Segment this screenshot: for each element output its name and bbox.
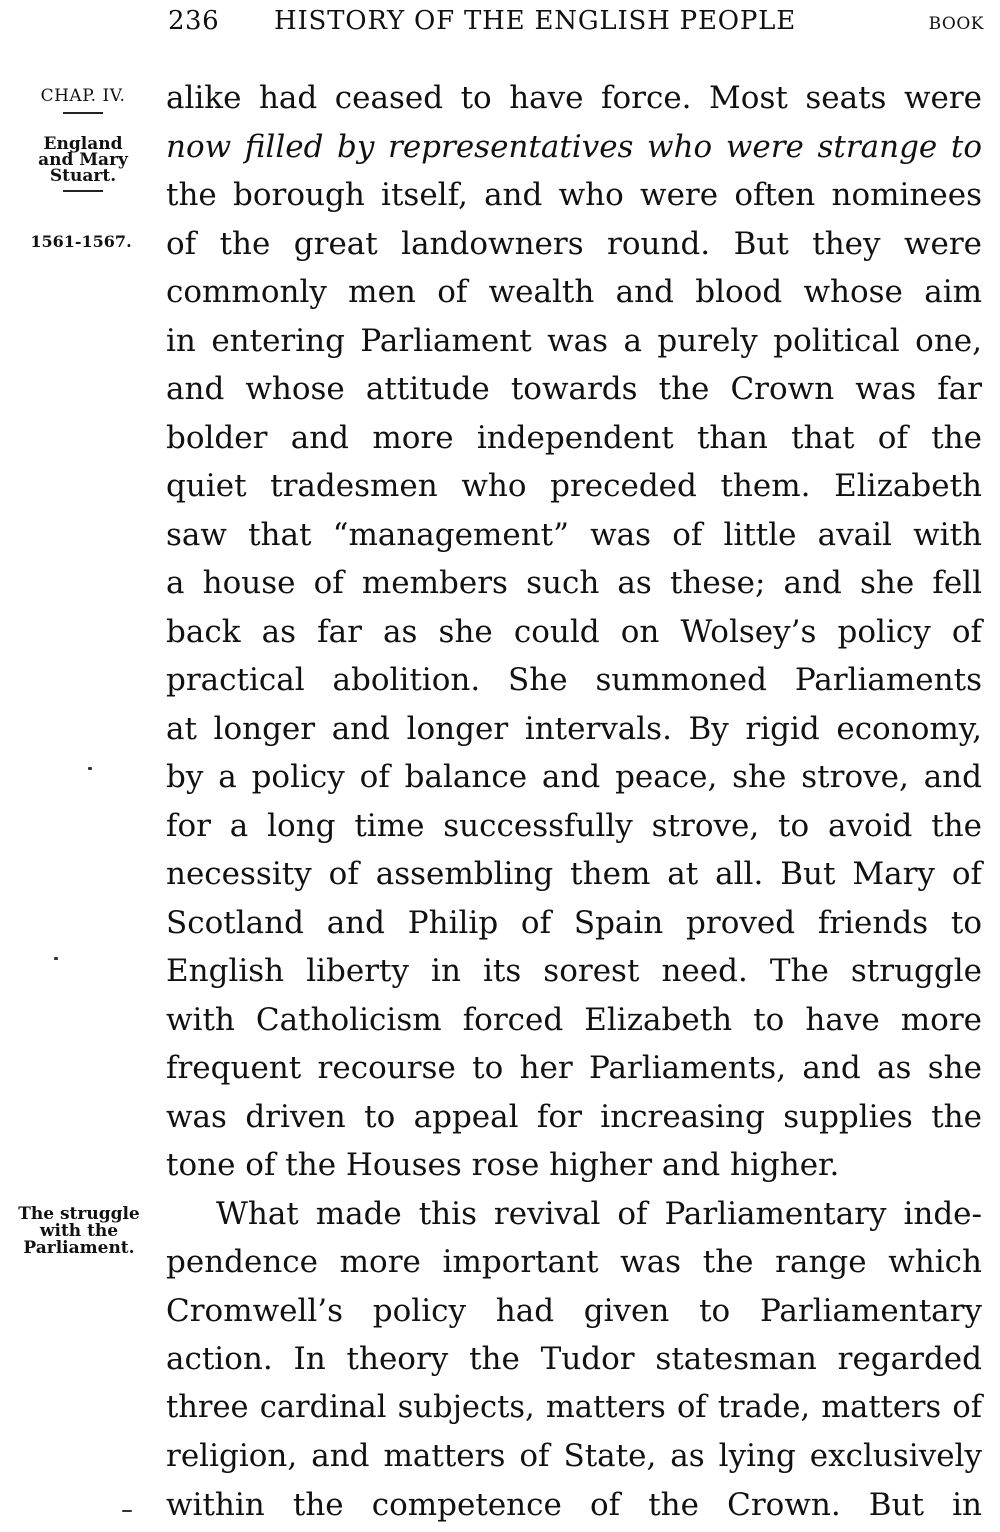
text-line: English liberty in its sorest need. The struggle (166, 953, 982, 989)
text-line: action. In theory the Tudor statesman regarded (166, 1341, 982, 1377)
chapter-sidenote (8, 86, 158, 120)
text-line: for a long time successfully strove, to avoid the (166, 807, 982, 844)
section-sidenote (8, 136, 158, 198)
sidenote-rule (63, 112, 103, 114)
struggle-sidenote-line: The struggle (18, 1204, 140, 1224)
sidenote-rule (63, 190, 103, 192)
text-line: now filled by representatives who were strange to (166, 128, 982, 165)
text-line: Cromwell’s policy had given to Parliamentary (166, 1292, 982, 1329)
text-line: the borough itself, and who were often nominees (166, 177, 982, 213)
text-line: religion, and matters of State, as lying exclusively (166, 1438, 982, 1474)
book-label: BOOK (928, 14, 984, 34)
text-line: bolder and more independent than that of the (166, 419, 982, 456)
text-line: necessity of assembling them at all. But Mary of (166, 856, 982, 892)
page-number: 236 (168, 6, 220, 36)
running-title: HISTORY OF THE ENGLISH PEOPLE (274, 6, 797, 36)
dates-sidenote: 1561-1567. (30, 232, 132, 251)
print-speck (122, 1510, 132, 1512)
text-line: What made this revival of Parliamentary inde- (216, 1195, 982, 1232)
text-line: three cardinal subjects, matters of trade, matters of (166, 1389, 982, 1425)
section-sidenote-line: Stuart. (49, 166, 117, 186)
text-line: a house of members such as these; and she fell (166, 565, 982, 601)
body-text (166, 74, 982, 1529)
text-line: quiet tradesmen who preceded them. Elizabeth (166, 468, 982, 504)
text-line: frequent recourse to her Parliaments, and as she (166, 1050, 982, 1086)
text-line: alike had ceased to have force. Most seats were (166, 80, 982, 116)
text-line: by a policy of balance and peace, she strove, and (166, 759, 982, 795)
text-line: of the great landowners round. But they were (166, 225, 982, 262)
struggle-sidenote-line: with the (39, 1221, 119, 1241)
text-line: within the competence of the Crown. But in (166, 1486, 982, 1523)
text-line: was driven to appeal for increasing supplies the (166, 1098, 982, 1135)
text-line: at longer and longer intervals. By rigid economy, (166, 710, 982, 747)
struggle-sidenote-line: Parliament. (23, 1238, 135, 1258)
text-line: in entering Parliament was a purely political one, (166, 322, 982, 359)
text-line: and whose attitude towards the Crown was far (166, 371, 982, 407)
section-sidenote-line: and Mary (38, 150, 128, 170)
print-speck (88, 767, 92, 770)
text-line: pendence more important was the range which (166, 1244, 982, 1280)
section-sidenote-line: England (43, 134, 123, 154)
text-line: saw that “management” was of little avail with (166, 516, 982, 553)
text-line: practical abolition. She summoned Parliaments (166, 662, 982, 698)
running-header (166, 6, 984, 42)
text-line: tone of the Houses rose higher and higher. (166, 1147, 840, 1183)
text-line: back as far as she could on Wolsey’s policy of (166, 613, 982, 650)
print-speck (54, 957, 58, 960)
text-line: commonly men of wealth and blood whose aim (166, 274, 982, 310)
text-line: Scotland and Philip of Spain proved friends to (166, 904, 982, 941)
struggle-sidenote (4, 1206, 154, 1257)
text-line: with Catholicism forced Elizabeth to have more (166, 1001, 982, 1038)
chapter-label: CHAP. IV. (40, 86, 126, 106)
